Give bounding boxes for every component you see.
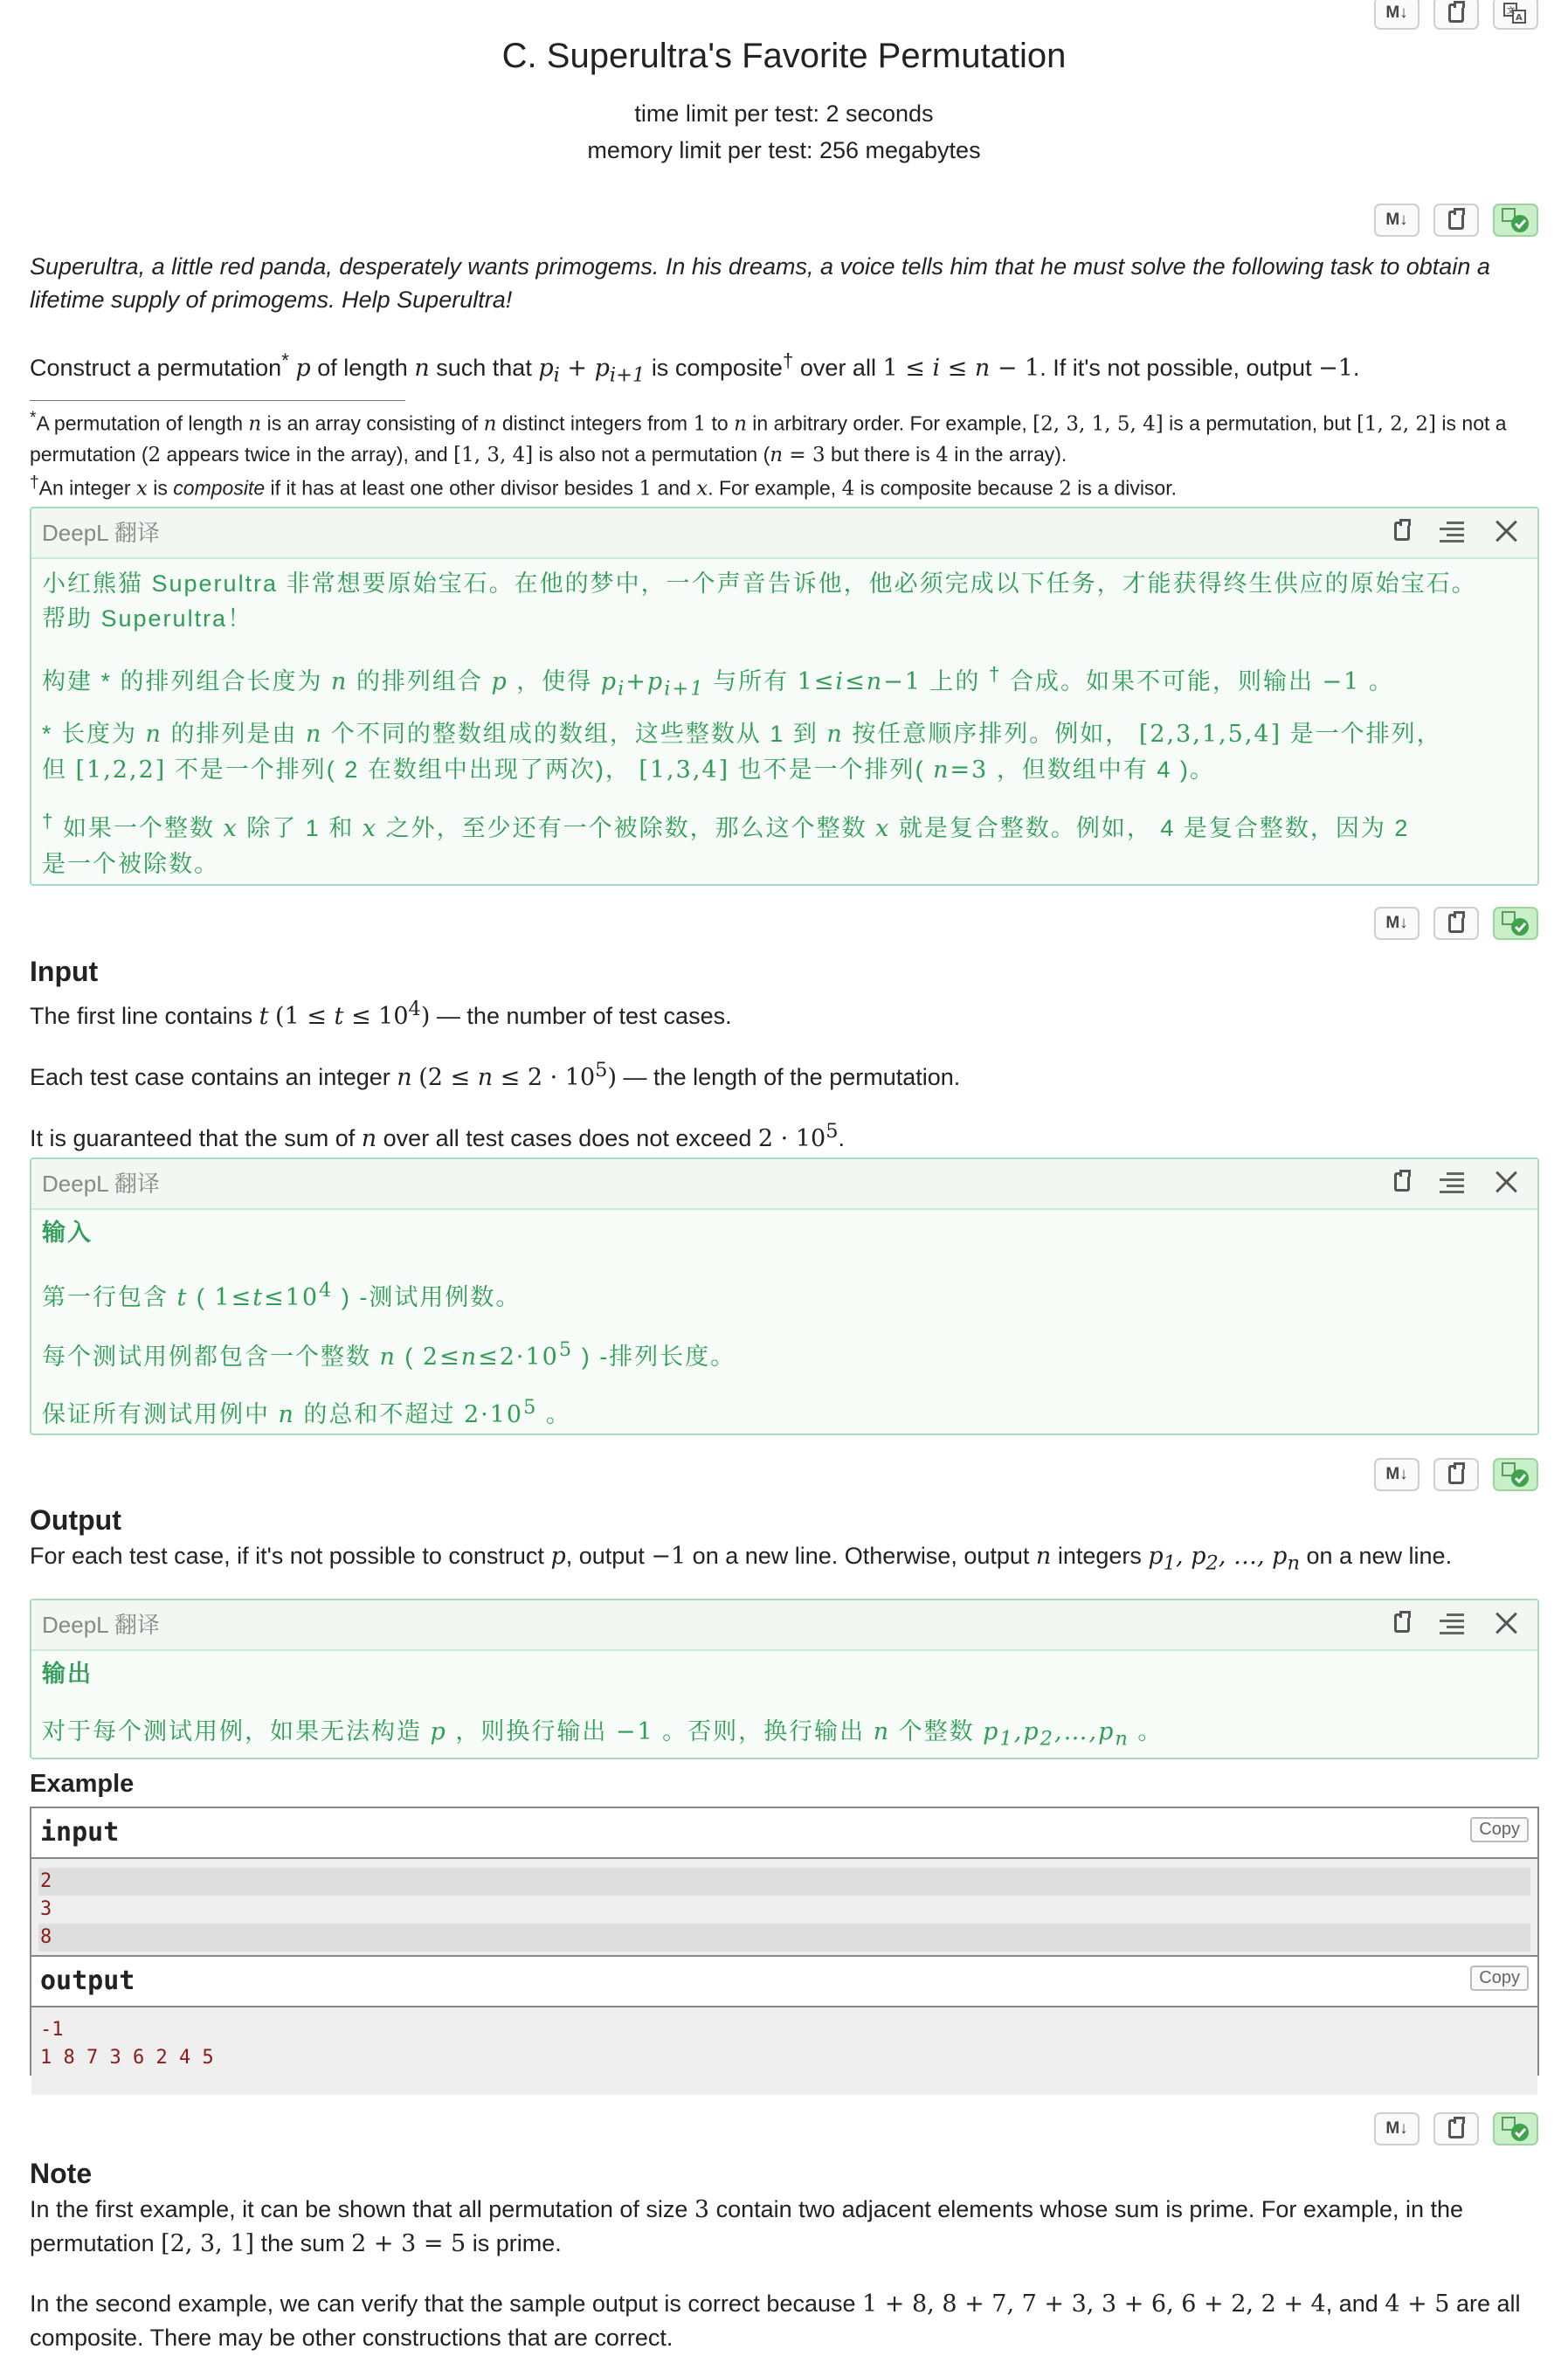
deepl-header xyxy=(31,1159,1537,1210)
deepl-input-3: 保证所有测试用例中 n 的总和不超过 $2\cdot 10^5$ 。 xyxy=(42,1396,571,1428)
svg-text:A: A xyxy=(1516,13,1523,23)
svg-text:文: 文 xyxy=(1507,7,1516,16)
format-lines-icon[interactable] xyxy=(1440,522,1464,541)
format-lines-icon[interactable] xyxy=(1440,1613,1464,1633)
clipboard-icon[interactable] xyxy=(1394,1172,1410,1192)
legend-story: Superultra, a little red panda, desperately wants primogems. In his dreams, a voice tells him that he must solve the following task to obtain a lifetime supply of primogems. Help Superultra! xyxy=(30,253,1490,313)
note-toolbar xyxy=(1374,2112,1538,2145)
problem-title: C. Superultra's Favorite Permutation xyxy=(501,37,1067,75)
sample-input-body[interactable] xyxy=(31,1859,1537,1960)
deepl-output-title: 输出 xyxy=(42,1661,93,1687)
markdown-button[interactable] xyxy=(1374,907,1419,940)
input-line-2: Each test case contains an integer n $(2 \le n \le 2 \cdot 10^5)$ — the length of the permutation. xyxy=(30,1059,961,1091)
markdown-label: M↓ xyxy=(1385,3,1408,22)
clipboard-icon xyxy=(1448,2119,1464,2138)
sample-output xyxy=(30,1955,1539,2076)
close-icon[interactable] xyxy=(1494,1611,1518,1635)
translated-check-icon xyxy=(1501,910,1530,936)
deepl-label: DeepL 翻译 xyxy=(42,520,160,546)
note-paragraph-2: In the second example, we can verify that the sample output is correct because 1 + 8, 8 + 7, 7 + 3, 3 + 6, 6 + 2, 2 + 4, and 4 + 5 are all composite. There may be other constructions that are correct. xyxy=(30,2290,1521,2351)
sample-input-line: 8 xyxy=(38,1924,1530,1952)
header-toolbar xyxy=(1374,0,1538,30)
clipboard-icon xyxy=(1448,914,1464,933)
copy-input-button[interactable]: Copy xyxy=(1470,1817,1529,1842)
translate-done-button[interactable] xyxy=(1493,907,1538,940)
deepl-input-2: 每个测试用例都包含一个整数 n ( $2\le n\le 2\cdot 10^5$ ) -排列长度。 xyxy=(42,1338,736,1371)
sample-input-title: input xyxy=(40,1817,120,1848)
markdown-button[interactable] xyxy=(1374,1458,1419,1491)
output-heading: Output xyxy=(30,1504,121,1536)
deepl-input-1: 第一行包含 t ( $1\le t\le 10^4$ ) -测试用例数。 xyxy=(42,1279,522,1311)
copy-button[interactable] xyxy=(1433,0,1479,30)
markdown-button[interactable] xyxy=(1374,0,1419,30)
deepl-story-2: 帮助 Superultra！ xyxy=(42,605,253,632)
translate-button[interactable] xyxy=(1493,0,1538,30)
deepl-label: DeepL 翻译 xyxy=(42,1612,160,1638)
deepl-footnote-2: † 如果一个整数 x 除了 1 和 x 之外，至少还有一个被除数，那么这个整数 x 就是复合整数。例如， 4 是复合整数，因为 2 是一个被除数。 xyxy=(42,810,1410,877)
clipboard-icon xyxy=(1448,3,1464,23)
note-paragraph-1: In the first example, it can be shown that all permutation of size 3 contain two adjacent elements whose sum is prime. For example, in the permutation [2, 3, 1] the sum 2 + 3 = 5 is prime. xyxy=(30,2196,1464,2257)
input-heading: Input xyxy=(30,956,99,987)
input-toolbar xyxy=(1374,907,1538,940)
deepl-story-1: 小红熊猫 Superultra 非常想要原始宝石。在他的梦中，一个声音告诉他，他必须完成以下任务，才能获得终生供应的原始宝石。 xyxy=(42,570,1477,597)
clipboard-icon[interactable] xyxy=(1394,522,1410,541)
input-line-3: It is guaranteed that the sum of n over all test cases does not exceed $2 \cdot 10^5$. xyxy=(30,1120,846,1152)
input-line-1: The first line contains t $(1 \le t \le 10^4)$ — the number of test cases. xyxy=(30,998,732,1030)
deepl-input-title: 输入 xyxy=(42,1220,93,1246)
note-heading: Note xyxy=(30,2158,93,2189)
markdown-label: M↓ xyxy=(1385,2119,1408,2138)
footnote-permutation: *A permutation of length n is an array consisting of n distinct integers from 1 to n in arbitrary order. For example, [2, 3, 1, 5, 4] is a permutation, but [1, 2, 2] is not a permutation (2 appears twice in the array), and [1, 3, 4] is also not a permutation (n = 3 but there is 4 in the array). xyxy=(30,409,1507,466)
markdown-label: M↓ xyxy=(1385,211,1408,229)
deepl-footnote-1: * 长度为 n 的排列是由 n 个不同的整数组成的数组，这些整数从 1 到 n 按任意顺序排列。例如， [2,3,1,5,4] 是一个排列， 但 [1,2,2] 不是一个排列( 2 在数组中出现了两次)， [1,3,4] 也不是一个排列( n=3 ，但数组中有 4 )。 xyxy=(42,721,1442,784)
clipboard-icon[interactable] xyxy=(1394,1613,1410,1633)
translate-icon xyxy=(1502,2,1529,24)
sample-output-line: -1 xyxy=(40,2019,64,2041)
sample-input-line: 2 xyxy=(38,1868,1530,1896)
output-toolbar xyxy=(1374,1458,1538,1491)
translated-check-icon xyxy=(1501,2116,1530,2142)
sample-output-title: output xyxy=(40,1966,135,1996)
statement-toolbar xyxy=(1374,204,1538,237)
footnote-composite: †An integer x is composite if it has at least one other divisor besides 1 and x. For example, 4 is composite because 2 is a divisor. xyxy=(30,473,1177,501)
deepl-label: DeepL 翻译 xyxy=(42,1171,160,1197)
close-icon[interactable] xyxy=(1494,519,1518,543)
sample-input xyxy=(30,1807,1539,1957)
legend-task: Construct a permutation* p of length n such that $p_i + p_{i+1}$ is composite† over all 1 ≤ i ≤ n − 1. If it's not possible, output −1. xyxy=(30,349,1360,387)
translated-check-icon xyxy=(1501,1461,1530,1488)
example-heading: Example xyxy=(30,1770,135,1798)
sample-input-line: 3 xyxy=(40,1898,52,1920)
translate-done-button[interactable] xyxy=(1493,204,1538,237)
translated-check-icon xyxy=(1501,207,1530,233)
deepl-translation-input xyxy=(30,1157,1539,1435)
translate-done-button[interactable] xyxy=(1493,1458,1538,1491)
copy-button[interactable] xyxy=(1433,2112,1479,2145)
copy-output-button[interactable]: Copy xyxy=(1470,1966,1529,1991)
copy-button[interactable] xyxy=(1433,1458,1479,1491)
sample-output-body[interactable] xyxy=(31,2007,1537,2095)
markdown-button[interactable] xyxy=(1374,204,1419,237)
format-lines-icon[interactable] xyxy=(1440,1172,1464,1192)
deepl-translation-statement xyxy=(30,507,1539,886)
markdown-label: M↓ xyxy=(1385,1465,1408,1483)
sample-output-header xyxy=(31,1957,1537,2007)
close-icon[interactable] xyxy=(1494,1170,1518,1194)
output-line-1: For each test case, if it's not possible to construct p, output −1 on a new line. Otherwise, output n integers $p_1$, $p_2$, …, $p_n$ on a new line. xyxy=(30,1543,1453,1575)
copy-button[interactable] xyxy=(1433,907,1479,940)
translate-done-button[interactable] xyxy=(1493,2112,1538,2145)
deepl-header xyxy=(31,1600,1537,1651)
footnote-divider xyxy=(30,400,405,401)
deepl-output-1: 对于每个测试用例，如果无法构造 p ，则换行输出 −1 。否则，换行输出 n 个整数 $p_1,p_2,\dots,p_n$ 。 xyxy=(42,1718,1164,1751)
clipboard-icon xyxy=(1448,1465,1464,1484)
sample-output-line: 1 8 7 3 6 2 4 5 xyxy=(40,2047,214,2069)
clipboard-icon xyxy=(1448,211,1464,230)
deepl-translation-output xyxy=(30,1599,1539,1759)
markdown-label: M↓ xyxy=(1385,914,1408,932)
markdown-button[interactable] xyxy=(1374,2112,1419,2145)
deepl-header xyxy=(31,508,1537,559)
copy-button[interactable] xyxy=(1433,204,1479,237)
memory-limit: memory limit per test: 256 megabytes xyxy=(587,137,981,163)
deepl-task: 构建 * 的排列组合长度为 n 的排列组合 p ，使得 $p_i+p_{i+1}$ 与所有 1≤i≤n−1 上的 † 合成。如果不可能，则输出 −1 。 xyxy=(42,663,1394,701)
sample-input-header xyxy=(31,1808,1537,1859)
time-limit: time limit per test: 2 seconds xyxy=(634,100,934,127)
